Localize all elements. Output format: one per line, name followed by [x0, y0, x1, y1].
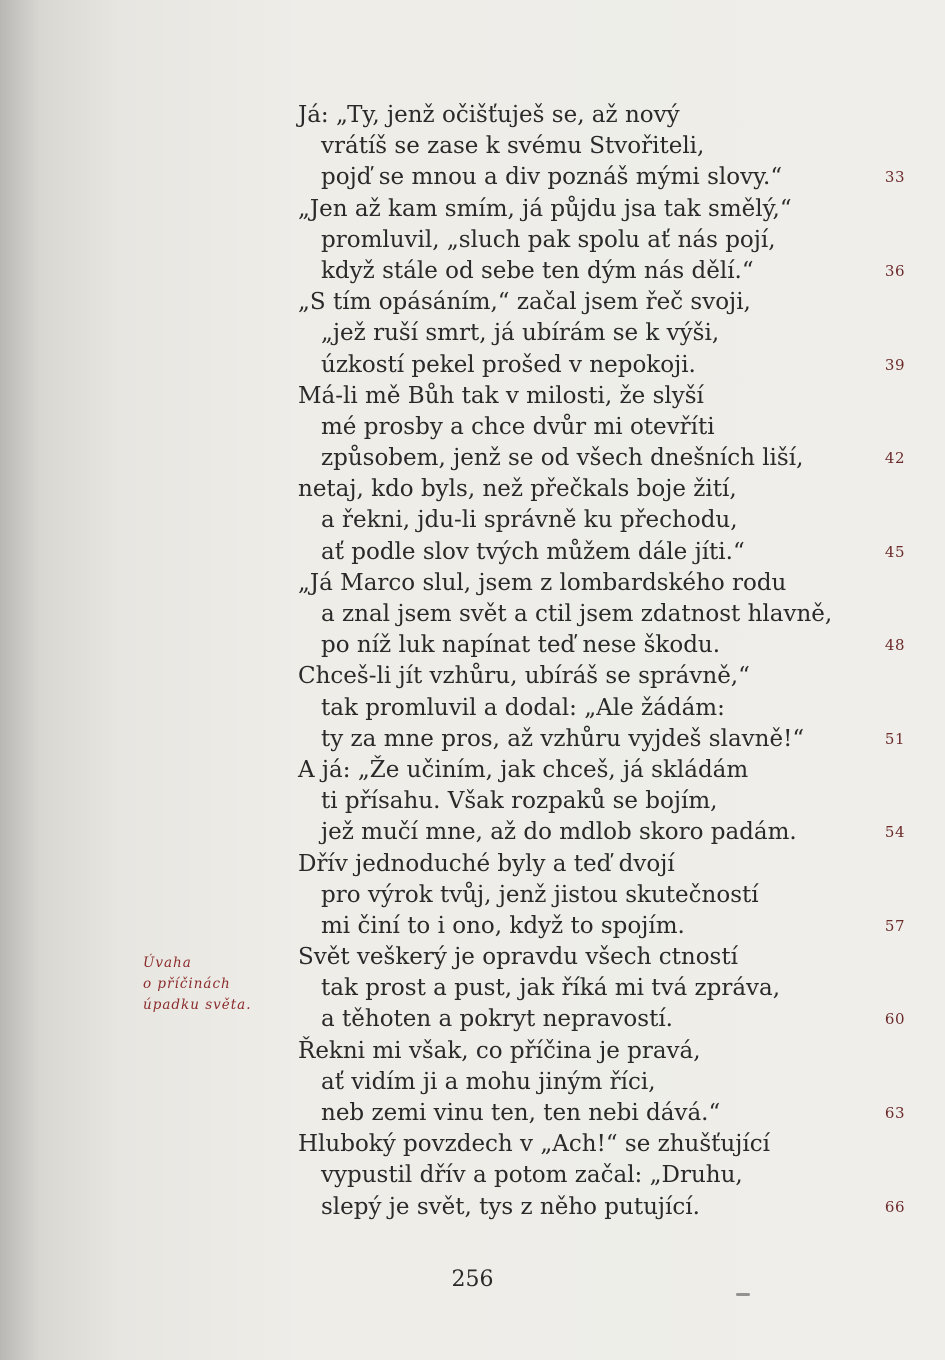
verse-line — [0, 131, 945, 162]
verse-line — [0, 568, 945, 599]
verse-text: ať podle slov tvých můžem dále jíti.“ — [321, 538, 745, 565]
verse-line — [0, 880, 945, 911]
verse-number: 33 — [884, 168, 905, 187]
verse-text: tak promluvil a dodal: „Ale žádám: — [321, 694, 725, 721]
verse-text: „S tím opásáním,“ začal jsem řeč svoji, — [298, 289, 751, 316]
verse-text: pojď se mnou a div poznáš mými slovy.“ — [321, 164, 783, 191]
verse-line — [0, 724, 945, 755]
verse-number: 39 — [884, 355, 905, 374]
verse-line — [0, 1129, 945, 1160]
verse-line — [0, 318, 945, 349]
verse-text: vrátíš se zase k svému Stvořiteli, — [321, 133, 705, 160]
verse-line — [0, 162, 945, 193]
verse-line — [0, 693, 945, 724]
verse-text: pro výrok tvůj, jenž jistou skutečností — [321, 881, 759, 908]
verse-text: Má-li mě Bůh tak v milosti, že slyší — [298, 382, 704, 409]
verse-number: 54 — [884, 823, 905, 842]
verse-text: ti přísahu. Však rozpaků se bojím, — [321, 788, 718, 815]
verse-line — [0, 1098, 945, 1129]
verse-text: po níž luk napínat teď nese škodu. — [321, 632, 721, 659]
verse-number: 45 — [884, 542, 905, 561]
verse-line — [0, 755, 945, 786]
verse-number: 36 — [884, 261, 905, 280]
verse-line — [0, 661, 945, 692]
verse-text: A já: „Že učiním, jak chceš, já skládám — [298, 756, 749, 783]
verse-line — [0, 225, 945, 256]
verse-line — [0, 443, 945, 474]
ink-speck — [736, 1293, 750, 1296]
verse-text: „Jen až kam smím, já půjdu jsa tak smělý,“ — [298, 195, 792, 222]
verse-number: 51 — [884, 729, 905, 748]
verse-number: 63 — [884, 1104, 905, 1122]
verse-text: vypustil dřív a potom začal: „Druhu, — [321, 1162, 743, 1189]
verse-text: ty za mne pros, až vzhůru vyjdeš slavně!“ — [321, 725, 805, 752]
verse-number: 48 — [884, 636, 905, 655]
verse-line — [0, 849, 945, 880]
verse-line — [0, 537, 945, 568]
verse-line — [0, 1004, 945, 1035]
verse-number: 42 — [884, 449, 905, 468]
verse-text: ať vidím ji a mohu jiným říci, — [321, 1068, 656, 1095]
verse-text: netaj, kdo byls, než přečkals boje žití, — [298, 476, 737, 503]
verse-line — [0, 973, 945, 1004]
verse-line — [0, 412, 945, 443]
verse-text: Chceš-li jít vzhůru, ubíráš se správně,“ — [298, 663, 750, 690]
verse-text: promluvil, „sluch pak spolu ať nás pojí, — [321, 226, 776, 253]
verse-text: neb zemi vinu ten, ten nebi dává.“ — [321, 1100, 721, 1126]
verse-text: mé prosby a chce dvůr mi otevříti — [321, 413, 715, 440]
verse-text: když stále od sebe ten dým nás dělí.“ — [321, 257, 754, 284]
verse-line — [0, 474, 945, 505]
marginal-note-line: o příčinách — [143, 976, 231, 992]
verse-line — [0, 786, 945, 817]
verse-number: 57 — [884, 916, 905, 935]
verse-number: 60 — [884, 1010, 905, 1029]
verse-line — [0, 599, 945, 630]
verse-line — [0, 381, 945, 412]
verse-text: „jež ruší smrt, já ubírám se k výši, — [321, 320, 720, 347]
verse-number: 66 — [884, 1197, 905, 1216]
verse-text: Já: „Ty, jenž očišťuješ se, až nový — [298, 102, 680, 128]
page-number: 256 — [451, 1267, 494, 1292]
verse-line — [0, 256, 945, 287]
verse-line — [0, 817, 945, 848]
verse-text: Řekni mi však, co příčina je pravá, — [298, 1037, 701, 1064]
verse-text: Dřív jednoduché byly a teď dvojí — [298, 850, 675, 877]
verse-line — [0, 1192, 945, 1223]
verse-block — [0, 100, 945, 1223]
verse-text: mi činí to i ono, když to spojím. — [321, 912, 685, 939]
verse-text: a řekni, jdu-li správně ku přechodu, — [321, 507, 738, 534]
verse-text: způsobem, jenž se od všech dnešních liší, — [321, 445, 804, 472]
verse-line — [0, 1067, 945, 1098]
verse-text: a těhoten a pokryt nepravostí. — [321, 1006, 673, 1033]
verse-line — [0, 1036, 945, 1067]
verse-line — [0, 1160, 945, 1191]
verse-line — [0, 100, 945, 131]
marginal-note — [143, 953, 263, 1016]
marginal-note-line: úpadku světa. — [143, 997, 252, 1013]
verse-text: a znal jsem svět a ctil jsem zdatnost hlavně, — [321, 601, 833, 627]
verse-text: Svět veškerý je opravdu všech ctností — [298, 944, 738, 971]
verse-line — [0, 630, 945, 661]
verse-text: úzkostí pekel prošed v nepokoji. — [321, 351, 696, 378]
marginal-note-line: Úvaha — [143, 955, 192, 971]
verse-line — [0, 194, 945, 225]
verse-line — [0, 911, 945, 942]
verse-text: jež mučí mne, až do mdlob skoro padám. — [321, 819, 797, 846]
verse-text: slepý je svět, tys z něho putující. — [321, 1193, 700, 1220]
verse-text: tak prost a pust, jak říká mi tvá zpráva, — [321, 975, 781, 1002]
verse-line — [0, 942, 945, 973]
verse-line — [0, 505, 945, 536]
verse-line — [0, 350, 945, 381]
verse-text: „Já Marco slul, jsem z lombardského rodu — [298, 569, 787, 596]
verse-text: Hluboký povzdech v „Ach!“ se zhušťující — [298, 1131, 770, 1158]
verse-line — [0, 287, 945, 318]
